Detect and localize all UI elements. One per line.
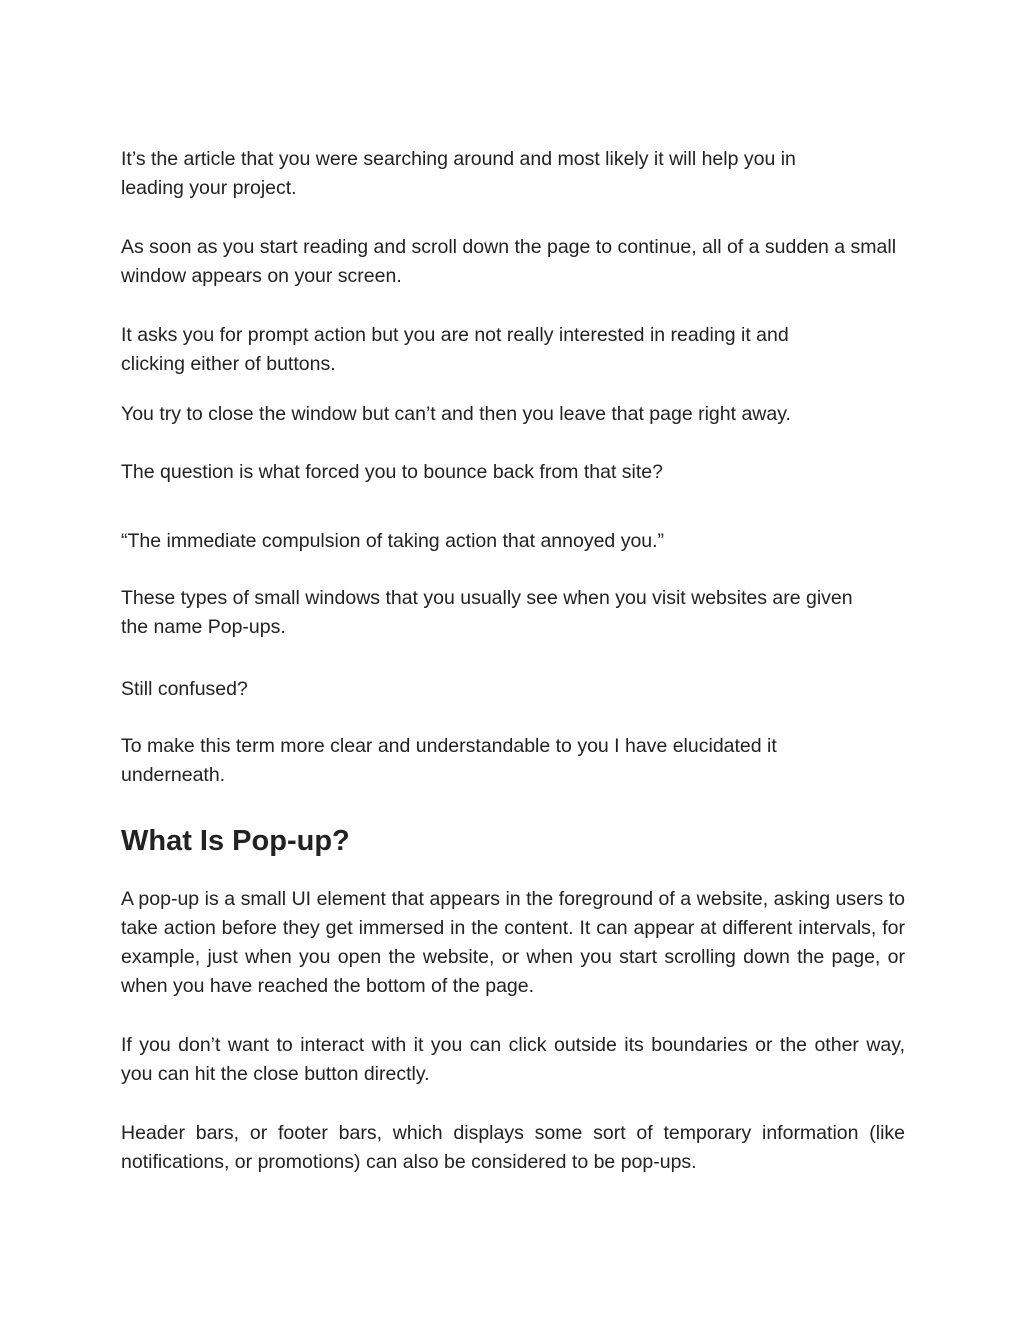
document-page: [121, 0, 905, 1325]
intro-paragraph: To make this term more clear and understandable to you I have elucidated it underneath.: [121, 735, 777, 786]
body-paragraph: Header bars, or footer bars, which displays some sort of temporary information (like notifications, or promotions) can also be considered to be pop-ups.: [121, 1122, 905, 1173]
intro-paragraph: It asks you for prompt action but you are not really interested in reading it and clicking either of buttons.: [121, 324, 789, 375]
intro-paragraph: These types of small windows that you usually see when you visit websites are given the name Pop-ups.: [121, 587, 853, 638]
intro-paragraph: You try to close the window but can’t and then you leave that page right away.: [121, 403, 791, 425]
section-heading: What Is Pop-up?: [121, 825, 350, 857]
quote-paragraph: “The immediate compulsion of taking action that annoyed you.”: [121, 530, 665, 552]
intro-paragraph: As soon as you start reading and scroll down the page to continue, all of a sudden a small window appears on your screen.: [121, 236, 897, 287]
intro-paragraph: It’s the article that you were searching around and most likely it will help you in leading your project.: [121, 148, 796, 199]
body-paragraph: A pop-up is a small UI element that appears in the foreground of a website, asking users to take action before they get immersed in the content. It can appear at different intervals, for example, just when you open the website, or when you start scrolling down the page, or when you have reached the bottom of the page.: [121, 888, 905, 997]
body-paragraph: If you don’t want to interact with it you can click outside its boundaries or the other way, you can hit the close button directly.: [121, 1034, 905, 1085]
intro-paragraph: The question is what forced you to bounce back from that site?: [121, 461, 663, 483]
intro-paragraph: Still confused?: [121, 678, 248, 700]
